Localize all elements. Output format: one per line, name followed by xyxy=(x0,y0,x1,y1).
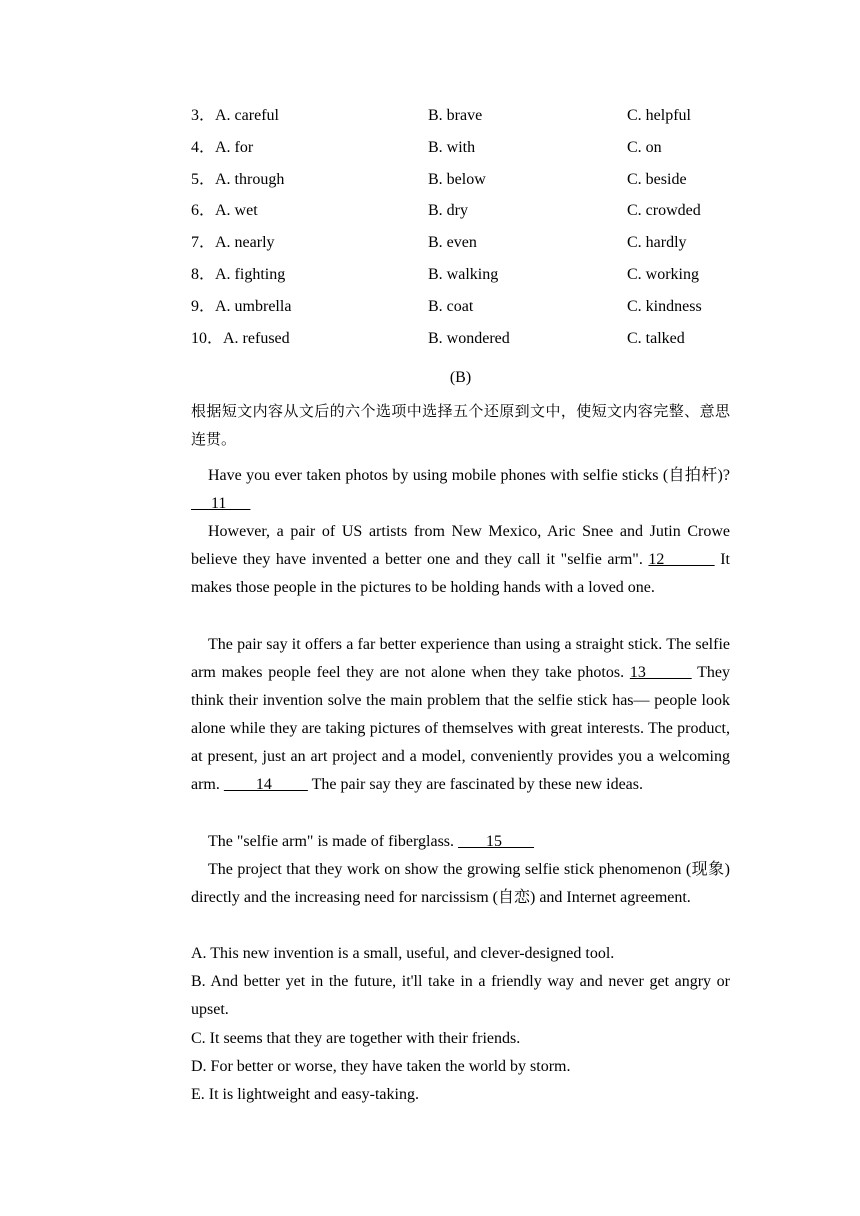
blank-12: 12 xyxy=(648,551,715,568)
option-b: B. coat xyxy=(428,298,474,315)
paragraph-text: However, a pair of US artists from New Mexico, Aric Snee and Jutin Crowe believe they have invented a better one and they call it "selfie arm". xyxy=(191,523,730,568)
option-c: C. kindness xyxy=(627,298,702,315)
blank-15: 15 xyxy=(458,833,535,850)
option-row-3 xyxy=(191,104,751,128)
option-row-6 xyxy=(191,199,751,223)
option-c: C. hardly xyxy=(627,234,687,251)
option-a: 9．A. umbrella xyxy=(191,298,292,315)
paragraph-text: The "selfie arm" is made of fiberglass. xyxy=(208,833,459,850)
choice-b: B. And better yet in the future, it'll take in a friendly way and never get angry or upset. xyxy=(191,973,730,1018)
paragraph-5: The project that they work on show the growing selfie stick phenomenon (现象) directly and the increasing need for narcissism (自恋) and Internet agreement. xyxy=(191,861,730,906)
paragraph-3 xyxy=(191,631,730,799)
option-a: 10．A. refused xyxy=(191,330,290,347)
option-c: C. beside xyxy=(627,171,687,188)
option-b: B. wondered xyxy=(428,330,510,347)
option-b: B. walking xyxy=(428,266,499,283)
option-c: C. working xyxy=(627,266,699,283)
option-row-4 xyxy=(191,136,751,160)
option-a: 8．A. fighting xyxy=(191,266,286,283)
paragraph-text: Have you ever taken photos by using mobile phones with selfie sticks (自拍杆)? xyxy=(208,467,730,484)
option-a: 5．A. through xyxy=(191,171,285,188)
option-row-8 xyxy=(191,263,751,287)
section-title: (B) xyxy=(449,369,472,386)
paragraph-4 xyxy=(191,828,730,856)
blank-14: 14 xyxy=(223,776,308,793)
choice-d: D. For better or worse, they have taken the world by storm. xyxy=(191,1058,571,1075)
option-b: B. below xyxy=(428,171,486,188)
option-row-9 xyxy=(191,295,751,319)
option-c: C. on xyxy=(627,139,662,156)
blank-11: 11 xyxy=(191,495,251,512)
option-b: B. even xyxy=(428,234,477,251)
paragraph-text: It makes those people in the pictures to be holding hands with a loved one. xyxy=(191,551,730,596)
option-b: B. brave xyxy=(428,107,483,124)
choice-c: C. It seems that they are together with their friends. xyxy=(191,1030,521,1047)
option-row-10 xyxy=(191,327,751,351)
option-a: 3．A. careful xyxy=(191,107,279,124)
option-a: 7．A. nearly xyxy=(191,234,275,251)
paragraph-text: They think their invention solve the main problem that the selfie stick has— people look alone while they are taking pictures of themselves with great interests. The product, at present, just an art project and a model, conveniently provides you a welcoming arm. xyxy=(191,664,731,793)
option-c: C. talked xyxy=(627,330,685,347)
option-b: B. dry xyxy=(428,202,468,219)
option-c: C. helpful xyxy=(627,107,691,124)
choice-e: E. It is lightweight and easy-taking. xyxy=(191,1086,419,1103)
blank-13: 13 xyxy=(629,664,692,681)
paragraph-2 xyxy=(191,518,730,602)
instruction-text: 根据短文内容从文后的六个选项中选择五个还原到文中，使短文内容完整、意思连贯。 xyxy=(191,402,730,448)
option-c: C. crowded xyxy=(627,202,701,219)
paragraph-text: The pair say it offers a far better experience than using a straight stick. The selfie arm makes people feel they are not alone when they take photos. xyxy=(191,636,730,681)
option-a: 6．A. wet xyxy=(191,202,258,219)
option-row-5 xyxy=(191,168,751,192)
choice-a: A. This new invention is a small, useful, and clever-designed tool. xyxy=(191,945,615,962)
option-row-7 xyxy=(191,231,751,255)
option-b: B. with xyxy=(428,139,476,156)
option-a: 4．A. for xyxy=(191,139,254,156)
paragraph-1 xyxy=(191,462,730,518)
paragraph-text: The pair say they are fascinated by these new ideas. xyxy=(307,776,643,793)
